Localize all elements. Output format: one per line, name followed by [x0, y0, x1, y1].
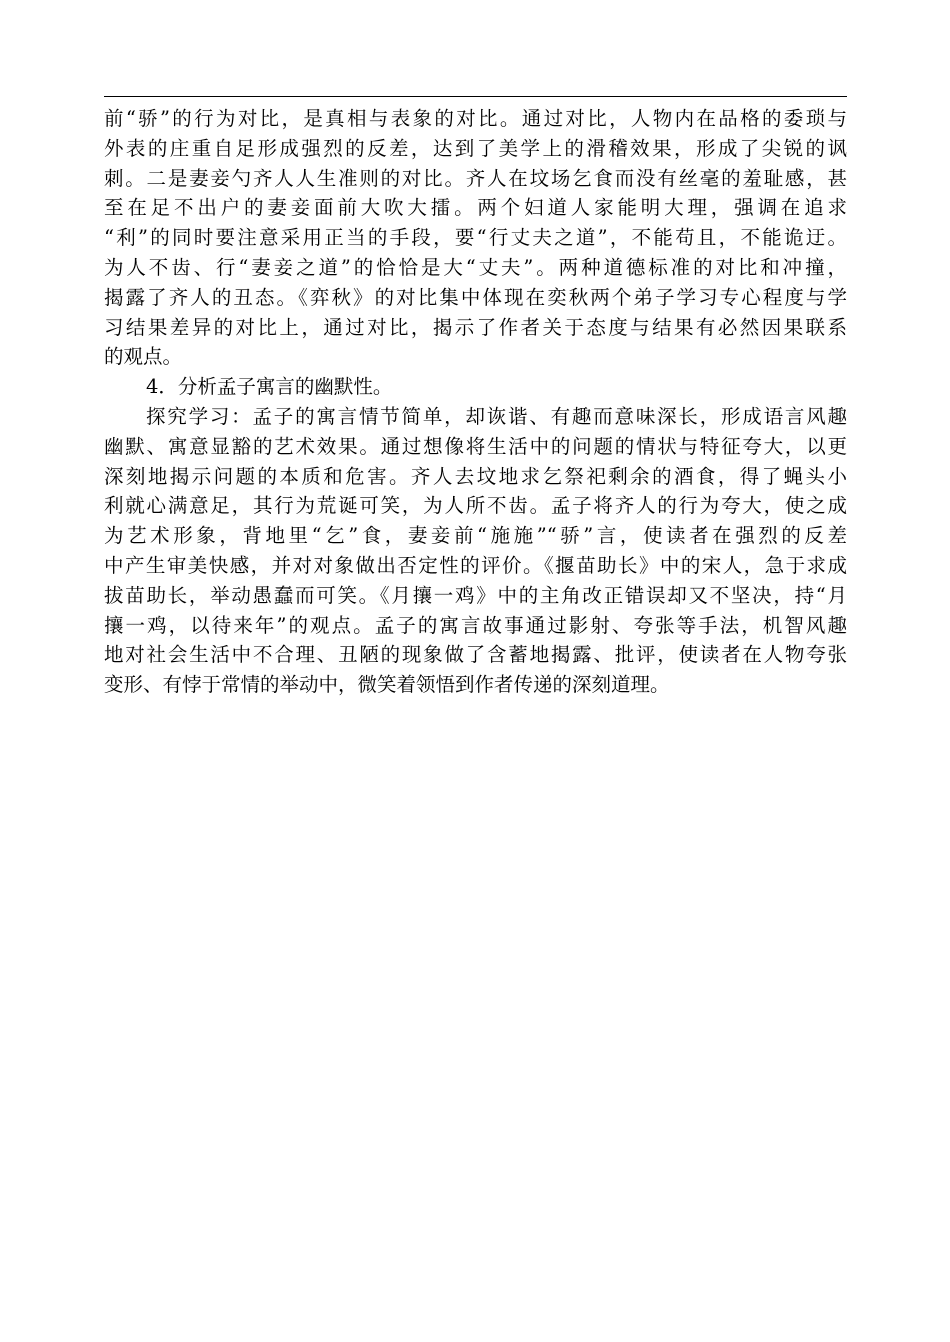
paragraph-comparison	[104, 104, 847, 372]
text-line: 至在足不出户的妻妾面前大吹大擂。两个妇道人家能明大理，强调在追求	[104, 196, 847, 220]
text-line: 前“骄”的行为对比，是真相与表象的对比。通过对比，人物内在品格的委琐与	[104, 107, 847, 130]
text-line: 利就心满意足，其行为荒诞可笑，为人所不齿。孟子将齐人的行为夸大，使之成	[104, 494, 847, 518]
text-line: 地对社会生活中不合理、丑陋的现象做了含蓄地揭露、批评，使读者在人物夸张	[104, 643, 847, 667]
paragraph-humor-analysis	[104, 402, 847, 700]
header-rule	[104, 96, 847, 97]
text-line: 习结果差异的对比上，通过对比，揭示了作者关于态度与结果有必然因果联系	[104, 315, 847, 339]
text-line: 外表的庄重自足形成强烈的反差，达到了美学上的滑稽效果，形成了尖锐的讽	[104, 136, 847, 160]
text-line: 变形、有悖于常情的举动中，微笑着领悟到作者传递的深刻道理。	[104, 673, 670, 697]
text-line: 攘一鸡，以待来年”的观点。孟子的寓言故事通过影射、夸张等手法，机智风趣	[104, 613, 847, 637]
text-line: 为人不齿、行“妻妾之道”的恰恰是大“丈夫”。两种道德标准的对比和冲撞，	[104, 255, 847, 279]
text-line: 中产生审美快感，并对对象做出否定性的评价。《揠苗助长》中的宋人，急于求成	[104, 553, 847, 577]
text-line: 探究学习：孟子的寓言情节简单，却诙谐、有趣而意味深长，形成语言风趣	[146, 404, 847, 428]
text-line: 揭露了齐人的丑态。《弈秋》的对比集中体现在奕秋两个弟子学习专心程度与学	[104, 285, 847, 309]
text-line: 为艺术形象，背地里“乞”食，妻妾前“施施”“骄”言，使读者在强烈的反差	[104, 524, 847, 548]
text-line: 幽默、寓意显豁的艺术效果。通过想像将生活中的问题的情状与特征夸大，以更	[104, 434, 847, 458]
text-line: 的观点。	[104, 345, 183, 369]
text-line: 刺。二是妻妾勺齐人人生准则的对比。齐人在坟场乞食而没有丝毫的羞耻感，甚	[104, 166, 847, 190]
body-text	[104, 104, 847, 700]
text-line: 拔苗助长，举动愚蠢而可笑。《月攘一鸡》中的主角改正错误却又不坚决，持“月	[104, 583, 847, 607]
text-line: “利”的同时要注意采用正当的手段，要“行丈夫之道”，不能苟且，不能诡迂。	[104, 226, 847, 250]
question-heading: 4．分析孟子寓言的幽默性。	[146, 375, 393, 399]
text-line: 深刻地揭示问题的本质和危害。齐人去坟地求乞祭祀剩余的酒食，得了蝇头小	[104, 464, 847, 488]
